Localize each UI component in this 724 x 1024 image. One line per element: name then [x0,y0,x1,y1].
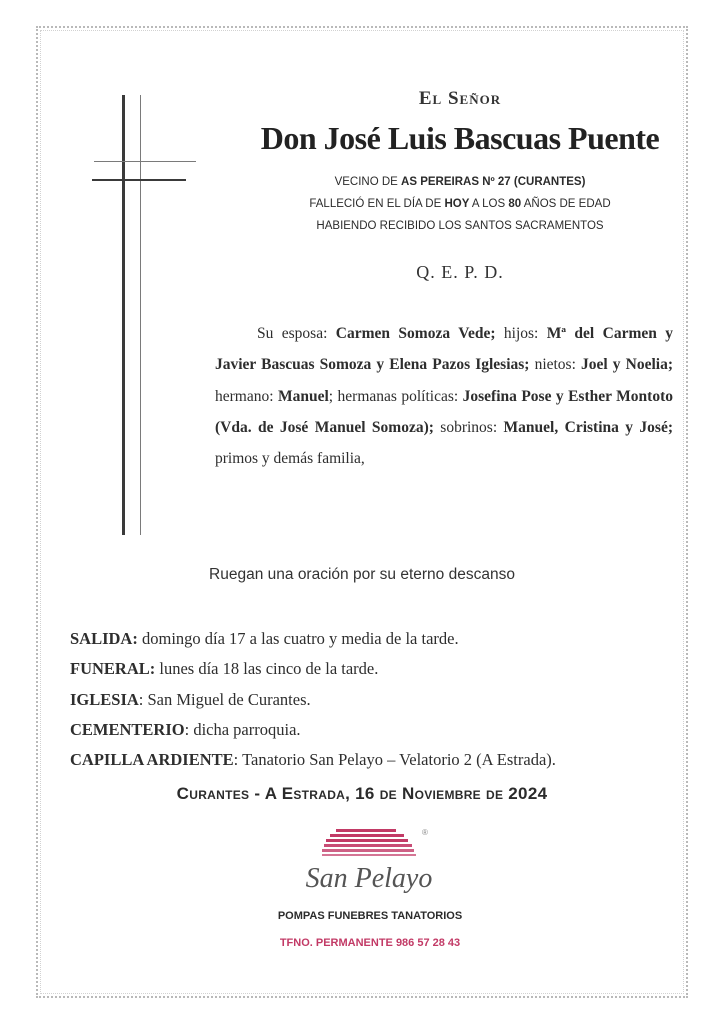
detail-salida: SALIDA: domingo día 17 a las cuatro y media de la tarde. [70,629,459,648]
san-pelayo-logo [294,825,444,915]
service-details [70,624,690,775]
detail-capilla: CAPILLA ARDIENTE: Tanatorio San Pelayo – Velatorio 2 (A Estrada). [70,750,556,770]
info-line-residence: VECINO DE AS PEREIRAS Nº 27 (CURANTES) [334,176,586,188]
company-phone: TFNO. PERMANENTE 986 57 28 43 [279,937,461,949]
logo-text: San Pelayo [305,863,433,894]
title-small: El Señor [418,88,502,109]
detail-funeral: FUNERAL: lunes día 18 las cinco de la tarde. [70,659,379,679]
detail-cementerio: CEMENTERIO: dicha parroquia. [70,719,301,739]
dateline: Curantes - A Estrada, 16 de Noviembre de 2024 [176,784,548,803]
info-line-sacraments: HABIENDO RECIBIDO LOS SANTOS SACRAMENTOS [316,220,604,232]
deceased-name: Don José Luis Bascuas Puente [260,120,660,156]
cross-icon [88,95,198,540]
detail-iglesia: IGLESIA: San Miguel de Curantes. [70,689,311,709]
company-tagline: POMPAS FUNEBRES TANATORIOS [277,910,463,922]
qepd: Q. E. P. D. [416,262,504,282]
svg-text:®: ® [422,828,428,837]
family-paragraph: Su esposa: Carmen Somoza Vede; hijos: Mª del Carmen y Javier Bascuas Somoza y Elena Pazos Iglesias; nietos: Joel y Noelia; hermano: Manuel; hermanas políticas: Josefina Pose y Esther Montoto (Vda. de José Manuel Somoza); sobrinos: Manuel, Cristina y José; primos y demás familia, [215,325,674,468]
prayer-request: Ruegan una oración por su eterno descanso [209,566,515,583]
info-line-death: FALLECIÓ EN EL DÍA DE HOY A LOS 80 AÑOS DE EDAD [309,198,611,210]
